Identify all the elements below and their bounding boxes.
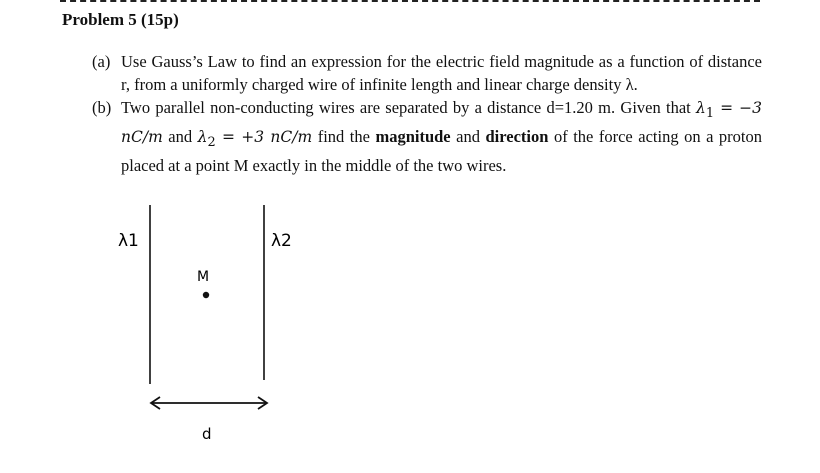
part-b-text-5: of the force acting on a proton placed at a point M exactly in the middle of the two wires. bbox=[121, 127, 762, 176]
lambda1-value: = −3 nC/m bbox=[121, 99, 762, 147]
lambda2-label: λ2 bbox=[271, 231, 292, 251]
part-b-text-2: and bbox=[162, 127, 198, 147]
part-b-text-4: and bbox=[450, 127, 486, 147]
lambda1-label: λ1 bbox=[118, 231, 139, 251]
distance-label: d bbox=[202, 425, 212, 443]
part-b-label: (b) bbox=[92, 98, 112, 117]
lambda2-symbol: λ bbox=[197, 128, 208, 147]
part-b-bold-direction: direction bbox=[485, 127, 549, 147]
point-m-dot bbox=[203, 292, 209, 298]
lambda1-subscript: 1 bbox=[705, 106, 715, 122]
point-m-label: M bbox=[197, 269, 210, 285]
lambda2-subscript: 2 bbox=[207, 135, 216, 151]
part-b-text-3: find the bbox=[312, 127, 376, 147]
problem-title: Problem 5 (15p) bbox=[62, 10, 179, 29]
part-b-text-1: Two parallel non-conducting wires are separated by a distance d=1.20 m. Given that bbox=[121, 98, 696, 117]
part-b-bold-magnitude: magnitude bbox=[375, 127, 451, 147]
lambda2-value: = +3 nC/m bbox=[215, 128, 313, 147]
lambda1-symbol: λ bbox=[695, 99, 706, 117]
part-a-text: Use Gauss’s Law to find an expression for the electric field magnitude as a function of distance r, from a uniformly charged wire of infinite length and linear charge density λ. bbox=[121, 52, 762, 94]
part-a-label: (a) bbox=[92, 52, 111, 71]
